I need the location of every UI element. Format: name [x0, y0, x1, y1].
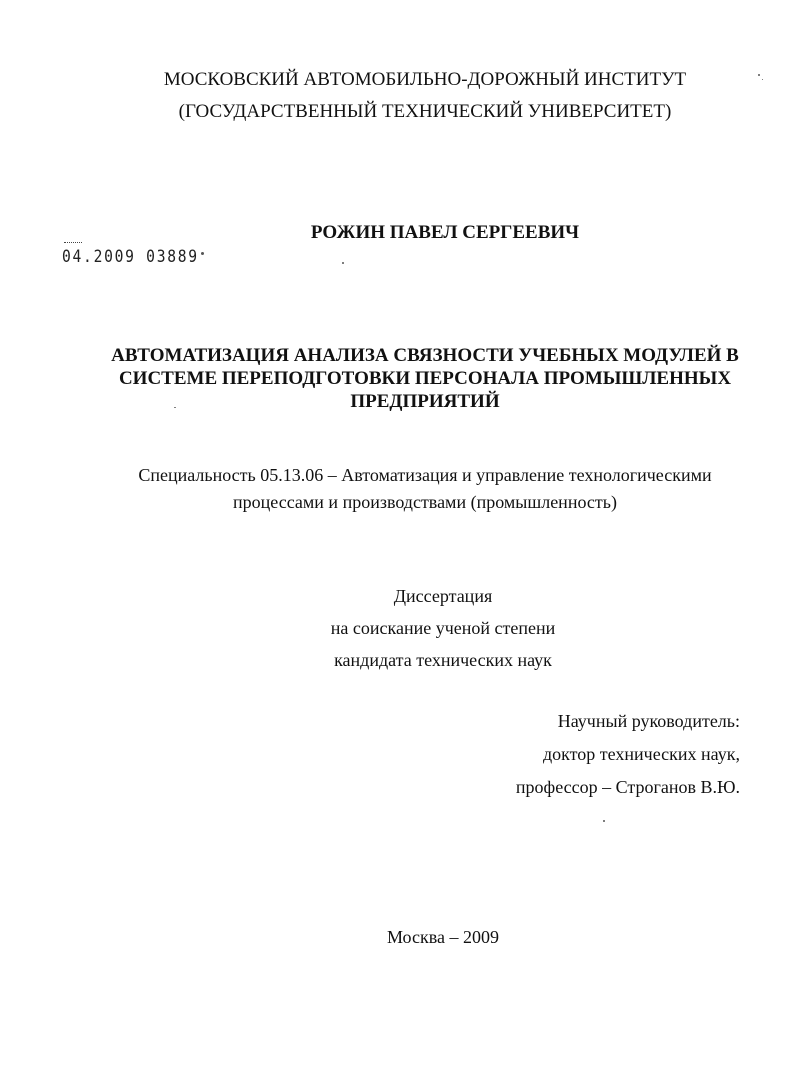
title-line: АВТОМАТИЗАЦИЯ АНАЛИЗА СВЯЗНОСТИ УЧЕБНЫХ МОДУЛЕЙ В: [111, 345, 739, 366]
scan-speck: [758, 74, 760, 76]
scan-speck: [174, 407, 176, 408]
speciality-line: процессами и производствами (промышленность): [233, 492, 617, 512]
scan-speck: [603, 820, 605, 822]
degree-block: [293, 580, 593, 676]
city-year: Москва – 2009: [387, 927, 499, 947]
institute-subtitle: (ГОСУДАРСТВЕННЫЙ ТЕХНИЧЕСКИЙ УНИВЕРСИТЕТ): [178, 101, 672, 122]
scan-speck: [201, 252, 204, 255]
supervisor-name: профессор – Строганов В.Ю.: [515, 777, 740, 797]
speciality-line: Специальность 05.13.06 – Автоматизация и управление технологическими: [138, 465, 712, 485]
scan-speck: [762, 79, 763, 80]
supervisor-label: Научный руководитель:: [557, 711, 740, 731]
speciality-block: [110, 462, 740, 516]
supervisor-degree: доктор технических наук,: [543, 744, 740, 764]
degree-level: кандидата технических наук: [334, 650, 552, 670]
title-line: СИСТЕМЕ ПЕРЕПОДГОТОВКИ ПЕРСОНАЛА ПРОМЫШЛЕННЫХ: [118, 368, 732, 389]
supervisor-block: [440, 705, 740, 804]
scan-speck: [342, 262, 344, 264]
author-name: РОЖИН ПАВЕЛ СЕРГЕЕВИЧ: [310, 222, 580, 243]
dissertation-title: [100, 344, 750, 413]
archive-stamp-number: 04.2009 03889: [62, 247, 199, 267]
archive-stamp-mark: [64, 242, 82, 245]
title-line: ПРЕДПРИЯТИЙ: [350, 391, 500, 412]
institute-name: МОСКОВСКИЙ АВТОМОБИЛЬНО-ДОРОЖНЫЙ ИНСТИТУТ: [163, 69, 687, 90]
degree-type: Диссертация: [393, 586, 493, 606]
degree-purpose: на соискание ученой степени: [330, 618, 556, 638]
